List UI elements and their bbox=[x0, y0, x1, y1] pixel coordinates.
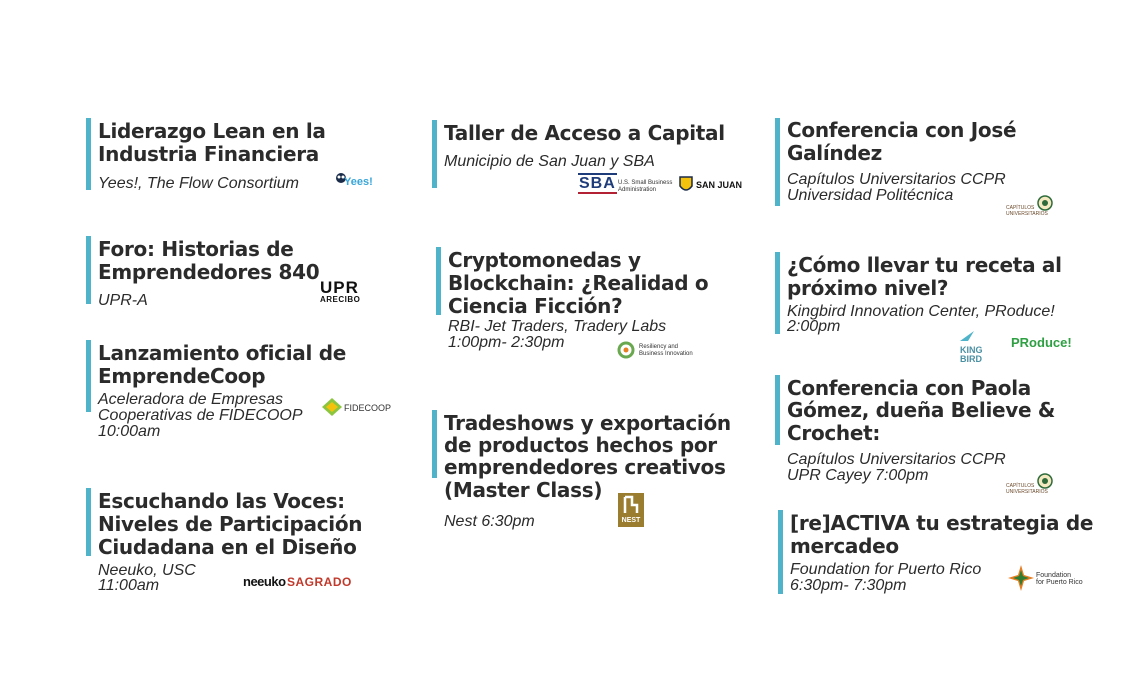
event-host: Yees!, The Flow Consortium bbox=[98, 175, 299, 192]
event-tradeshows bbox=[432, 410, 752, 530]
rbi-text: Resiliency and bbox=[639, 344, 679, 350]
san-juan-logo bbox=[679, 176, 743, 199]
accent-bar bbox=[775, 252, 780, 334]
event-host: Capítulos Universitarios CCPR bbox=[787, 171, 1006, 188]
event-host: Cooperativas de FIDECOOP bbox=[98, 407, 303, 424]
accent-bar bbox=[86, 236, 91, 304]
event-title: de productos hechos por bbox=[444, 433, 717, 457]
shield-icon bbox=[679, 176, 693, 194]
bird-icon bbox=[960, 331, 974, 341]
accent-bar bbox=[86, 118, 91, 190]
event-title: emprendedores creativos bbox=[444, 455, 726, 479]
yees-text: Yees! bbox=[344, 176, 373, 188]
event-host: Capítulos Universitarios CCPR bbox=[787, 451, 1006, 468]
event-title: Galíndez bbox=[787, 141, 882, 165]
arecibo-text: ARECIBO bbox=[320, 295, 361, 304]
event-title: Blockchain: ¿Realidad o bbox=[448, 271, 709, 295]
event-title: Conferencia con José bbox=[787, 118, 1017, 142]
sagrado-logo: SAGRADO bbox=[287, 575, 352, 589]
sba-logo bbox=[578, 175, 673, 193]
upr-text: UPR bbox=[320, 278, 359, 297]
event-title: Liderazgo Lean en la bbox=[98, 119, 326, 143]
kingbird-logo bbox=[960, 328, 983, 364]
upr-arecibo-logo bbox=[320, 280, 360, 304]
event-title: (Master Class) bbox=[444, 478, 603, 502]
kingbird-text: KING bbox=[960, 345, 983, 355]
event-title: Tradeshows y exportación bbox=[444, 411, 731, 435]
yees-logo bbox=[334, 172, 374, 197]
event-host: Municipio de San Juan y SBA bbox=[444, 153, 655, 170]
accent-bar bbox=[86, 340, 91, 412]
event-host: UPR-A bbox=[98, 292, 148, 309]
foundation-pr-logo bbox=[1008, 565, 1083, 596]
event-title: Foro: Historias de bbox=[98, 237, 294, 261]
sba-subtext: U.S. Small Business bbox=[618, 180, 673, 186]
rbi-icon bbox=[617, 341, 635, 359]
event-title: Cryptomonedas y bbox=[448, 248, 641, 272]
event-receta bbox=[775, 252, 1095, 342]
event-host: RBI- Jet Traders, Tradery Labs bbox=[448, 318, 667, 335]
event-title: Taller de Acceso a Capital bbox=[444, 121, 725, 145]
sba-text: SBA bbox=[579, 175, 616, 192]
event-host: Universidad Politécnica bbox=[787, 187, 954, 204]
event-title: Gómez, dueña Believe & bbox=[787, 398, 1056, 422]
event-title: Emprendedores 840 bbox=[98, 260, 320, 284]
event-title: Ciencia Ficción? bbox=[448, 294, 623, 318]
accent-bar bbox=[775, 375, 780, 445]
kingbird-text: BIRD bbox=[960, 354, 982, 364]
nest-text: NEST bbox=[621, 517, 641, 524]
accent-bar bbox=[432, 120, 437, 188]
accent-bar bbox=[86, 488, 91, 556]
event-time: 6:30pm- 7:30pm bbox=[790, 577, 907, 594]
event-time: 1:00pm- 2:30pm bbox=[448, 334, 565, 351]
event-title: próximo nivel? bbox=[787, 276, 949, 300]
accent-bar bbox=[775, 118, 780, 206]
nest-icon bbox=[618, 493, 644, 517]
event-title: Escuchando las Voces: bbox=[98, 489, 345, 513]
accent-bar bbox=[778, 510, 783, 594]
fidecoop-logo bbox=[322, 398, 392, 421]
accent-bar bbox=[432, 410, 437, 478]
event-title: Ciudadana en el Diseño bbox=[98, 535, 357, 559]
neeuko-logo: neeuko bbox=[243, 574, 286, 589]
event-time: 11:00am bbox=[98, 577, 160, 594]
event-title: Lanzamiento oficial de bbox=[98, 341, 346, 365]
sba-subtext: Administration bbox=[618, 187, 657, 193]
event-conferencia-paola-gomez bbox=[775, 375, 1095, 485]
event-title: [re]ACTIVA tu estrategia de bbox=[790, 511, 1094, 535]
event-escuchando-voces bbox=[86, 488, 386, 594]
capitulos-text: CAPÍTULOS UNIVERSITARIOS bbox=[1006, 205, 1048, 217]
capitulos-text: CAPÍTULOS UNIVERSITARIOS bbox=[1006, 483, 1048, 495]
rbi-text: Business Innovation bbox=[639, 351, 693, 357]
nest-logo bbox=[618, 493, 644, 527]
event-host: Kingbird Innovation Center, PRoduce! bbox=[787, 303, 1055, 320]
foundation-text: for Puerto Rico bbox=[1036, 579, 1083, 586]
event-reactiva bbox=[778, 510, 1098, 600]
event-host: Neeuko, USC bbox=[98, 562, 196, 579]
produce-logo: PRoduce! bbox=[1011, 335, 1072, 350]
event-title: Niveles de Participación bbox=[98, 512, 363, 536]
event-title: EmprendeCoop bbox=[98, 364, 266, 388]
event-title: Industria Financiera bbox=[98, 142, 320, 166]
event-title: Crochet: bbox=[787, 421, 881, 445]
rbi-logo bbox=[617, 341, 693, 364]
event-title: ¿Cómo llevar tu receta al bbox=[787, 253, 1062, 277]
event-time: 2:00pm bbox=[787, 318, 841, 335]
event-title: Conferencia con Paola bbox=[787, 376, 1031, 400]
star-icon bbox=[1008, 565, 1034, 591]
event-host: Aceleradora de Empresas bbox=[98, 391, 283, 408]
event-cryptomonedas bbox=[436, 247, 756, 357]
fidecoop-icon bbox=[322, 398, 342, 416]
event-lanzamiento-emprendecoop bbox=[86, 340, 386, 440]
event-host: Foundation for Puerto Rico bbox=[790, 561, 982, 578]
san-juan-text: SAN JUAN bbox=[696, 180, 743, 190]
foundation-text: Foundation bbox=[1036, 572, 1072, 579]
event-title: mercadeo bbox=[790, 534, 899, 558]
fidecoop-text: FIDECOOP bbox=[344, 403, 392, 413]
accent-bar bbox=[436, 247, 441, 315]
event-time: UPR Cayey 7:00pm bbox=[787, 467, 929, 484]
event-host: Nest 6:30pm bbox=[444, 513, 535, 530]
event-time: 10:00am bbox=[98, 423, 161, 440]
